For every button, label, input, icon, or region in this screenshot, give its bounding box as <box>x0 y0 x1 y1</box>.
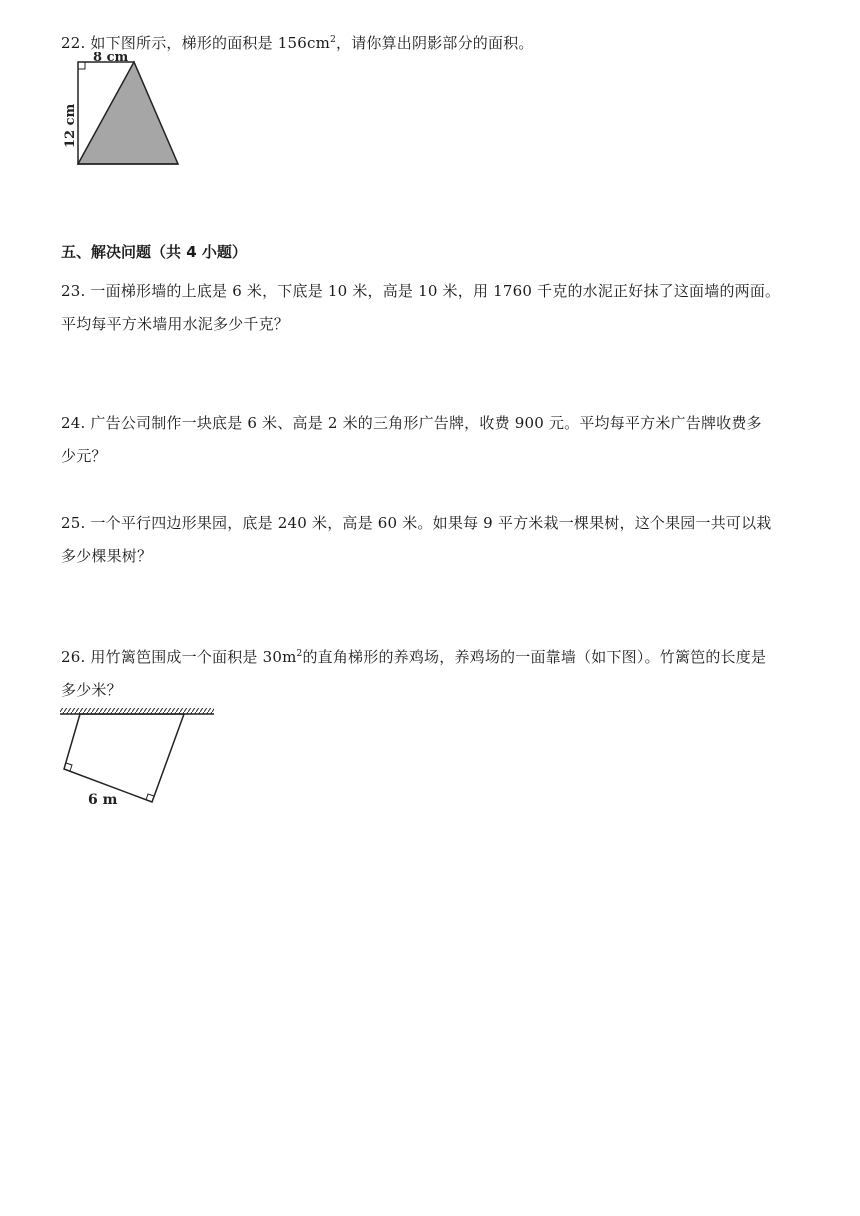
q22-text-part1: 22. 如下图所示，梯形的面积是 156cm <box>61 34 331 52</box>
height-label: 12 cm <box>63 103 78 148</box>
wall-hatching <box>60 708 214 714</box>
right-angle-mark <box>78 62 85 69</box>
top-length-label: 8 cm <box>93 52 129 65</box>
section-title: 五、解决问题（共 4 小题） <box>61 243 247 261</box>
q22-text-part2: ，请你算出阴影部分的面积。 <box>336 34 534 52</box>
question-23-line2: 平均每平方米墙用水泥多少千克？ <box>61 315 290 333</box>
question-22-text <box>61 33 534 53</box>
question-25-line1: 25. 一个平行四边形果园，底是 240 米，高是 60 米。如果每 9 平方米栽一棵果树，这个果园一共可以栽 <box>61 514 772 532</box>
q22-superscript: 2 <box>330 35 336 45</box>
chicken-yard-figure <box>56 700 220 812</box>
question-25-line2: 多少棵果树？ <box>61 547 153 565</box>
question-23-line1: 23. 一面梯形墙的上底是 6 米，下底是 10 米，高是 10 米，用 1760 千克的水泥正好抹了这面墙的两面。 <box>61 282 781 300</box>
trapezoid-figure <box>56 52 186 170</box>
q26-superscript: 2 <box>296 649 303 659</box>
question-26-line1 <box>61 647 766 667</box>
question-24-line2: 少元？ <box>61 447 107 465</box>
right-trapezoid-yard <box>64 714 184 802</box>
question-26-line2: 多少米？ <box>61 681 122 699</box>
q26-text-part2: 的直角梯形的养鸡场，养鸡场的一面靠墙（如下图）。竹篱笆的长度是 <box>302 648 767 666</box>
shaded-triangle <box>78 62 178 164</box>
bottom-length-label: 6 m <box>88 792 118 808</box>
q26-text-part1: 26. 用竹篱笆围成一个面积是 30m <box>61 648 297 666</box>
question-24-line1: 24. 广告公司制作一块底是 6 米、高是 2 米的三角形广告牌，收费 900 元。平均每平方米广告牌收费多 <box>61 414 762 432</box>
